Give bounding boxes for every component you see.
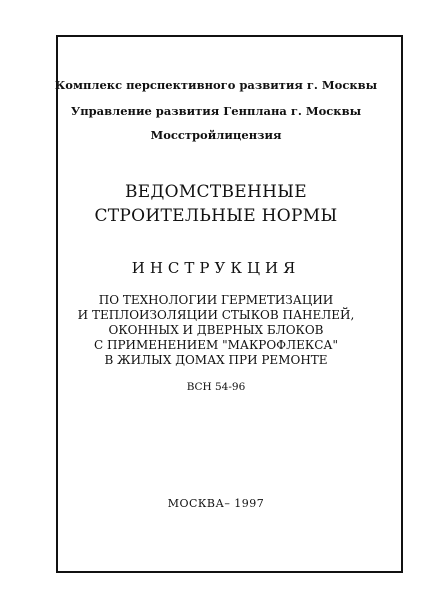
document-type: ИНСТРУКЦИЯ bbox=[131, 259, 301, 277]
organization-line-1: Комплекс перспективного развития г. Москвы bbox=[54, 78, 378, 92]
subject-line-1: ПО ТЕХНОЛОГИИ ГЕРМЕТИЗАЦИИ bbox=[98, 293, 334, 307]
organization-line-3: Мосстройлицензия bbox=[150, 128, 282, 142]
document-code: ВСН 54-96 bbox=[186, 381, 246, 393]
title-line-2: СТРОИТЕЛЬНЫЕ НОРМЫ bbox=[94, 206, 338, 226]
subject-line-3: ОКОННЫХ И ДВЕРНЫХ БЛОКОВ bbox=[108, 323, 324, 337]
title-line-1: ВЕДОМСТВЕННЫЕ bbox=[124, 182, 307, 202]
subject-line-4: С ПРИМЕНЕНИЕМ "МАКРОФЛЕКСА" bbox=[94, 338, 338, 352]
subject-line-2: И ТЕПЛОИЗОЛЯЦИИ СТЫКОВ ПАНЕЛЕЙ, bbox=[77, 308, 355, 322]
place-and-year: МОСКВА– 1997 bbox=[167, 497, 265, 510]
organization-line-2: Управление развития Генплана г. Москвы bbox=[70, 104, 362, 118]
subject-line-5: В ЖИЛЫХ ДОМАХ ПРИ РЕМОНТЕ bbox=[104, 353, 328, 367]
